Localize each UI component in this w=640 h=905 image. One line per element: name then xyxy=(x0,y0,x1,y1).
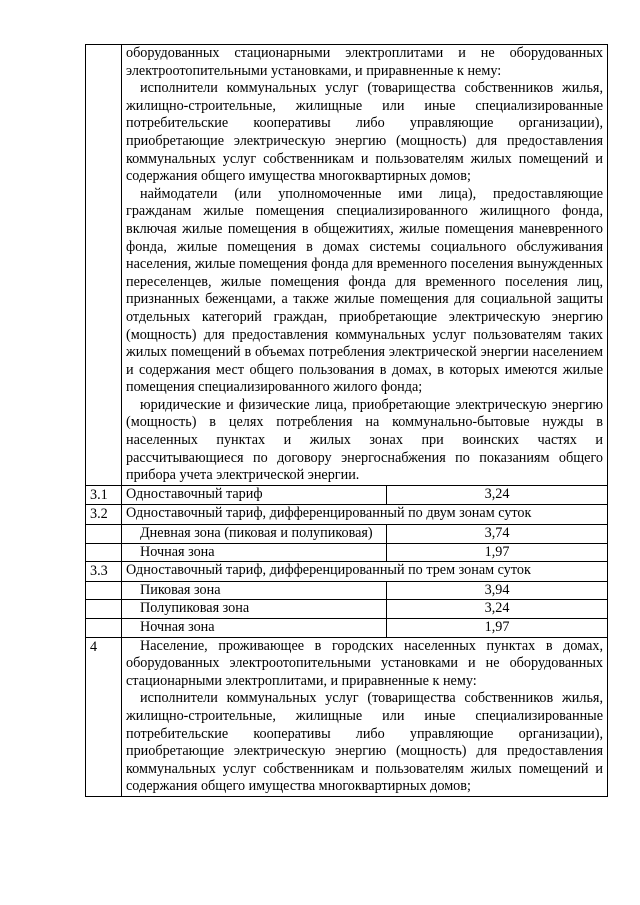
row-number: 3.1 xyxy=(86,485,122,505)
paragraph: оборудованных стационарными электроплитами и не оборудованных электроотопительными установками, и приравненные к нему: xyxy=(126,45,604,79)
zone-value: 1,97 xyxy=(387,543,608,562)
tariff-table-page xyxy=(85,44,607,797)
table-row-zone xyxy=(86,600,608,619)
zone-label: Ночная зона xyxy=(122,543,387,562)
table-row-3-3 xyxy=(86,562,608,582)
zone-value: 3,24 xyxy=(387,600,608,619)
paragraph: исполнители коммунальных услуг (товарищества собственников жилья, жилищно-строительные, жилищные или иные специализированные потребительские кооперативы либо управляющие организации), приобретающие электрическую энергию (мощность) для предоставления коммунальных услуг собственникам и пользователям жилых помещений и содержания общего имущества многоквартирных домов; xyxy=(126,80,604,185)
row-number xyxy=(86,45,122,486)
empty-cell xyxy=(86,581,122,600)
paragraph: исполнители коммунальных услуг (товарищества собственников жилья, жилищно-строительные, жилищные или иные специализированные потребительские кооперативы либо управляющие организации), приобретающие электрическую энергию (мощность) для предоставления коммунальных услуг собственникам и пользователям жилых помещений и содержания общего имущества многоквартирных домов; xyxy=(126,690,604,795)
tariff-label: Одноставочный тариф xyxy=(122,485,387,505)
tariff-table xyxy=(85,44,608,797)
row-description xyxy=(122,637,608,796)
zone-value: 1,97 xyxy=(387,619,608,638)
empty-cell xyxy=(86,543,122,562)
empty-cell xyxy=(86,600,122,619)
table-row-3-1 xyxy=(86,485,608,505)
empty-cell xyxy=(86,525,122,544)
tariff-label: Одноставочный тариф, дифференцированный по двум зонам суток xyxy=(122,505,608,525)
table-row-zone xyxy=(86,525,608,544)
row-number: 4 xyxy=(86,637,122,796)
paragraph: Население, проживающее в городских населенных пунктах в домах, оборудованных электроотопительными установками и не оборудованных стационарными электроплитами, и приравненные к нему: xyxy=(126,637,604,689)
zone-label: Пиковая зона xyxy=(122,581,387,600)
tariff-label: Одноставочный тариф, дифференцированный по трем зонам суток xyxy=(122,562,608,582)
table-row-4 xyxy=(86,637,608,796)
row-description xyxy=(122,45,608,486)
table-row-continuation xyxy=(86,45,608,486)
zone-label: Полупиковая зона xyxy=(122,600,387,619)
table-row-zone xyxy=(86,581,608,600)
tariff-value: 3,24 xyxy=(387,485,608,505)
zone-value: 3,74 xyxy=(387,525,608,544)
row-number: 3.3 xyxy=(86,562,122,582)
zone-value: 3,94 xyxy=(387,581,608,600)
row-number: 3.2 xyxy=(86,505,122,525)
zone-label: Ночная зона xyxy=(122,619,387,638)
paragraph: юридические и физические лица, приобретающие электрическую энергию (мощность) в целях потребления на коммунально-бытовые нужды в населенных пунктах и жилых зонах при воинских частях и рассчитывающиеся по договору энергоснабжения по показаниям общего прибора учета электрической энергии. xyxy=(126,396,604,484)
paragraph: наймодатели (или уполномоченные ими лица), предоставляющие гражданам жилые помещения специализированного жилищного фонда, включая жилые помещения в общежитиях, жилые помещения маневренного фонда, жилые помещения в домах системы социального обслуживания населения, жилые помещения фонда для временного поселения вынужденных переселенцев, жилые помещения фонда для временного поселения лиц, признанных беженцами, а также жилые помещения для социальной защиты отдельных категорий граждан, приобретающие электрическую энергию (мощность) для предоставления коммунальных услуг пользователям таких жилых помещений в объемах потребления электрической энергии населением и содержания мест общего пользования в домах, в которых имеются жилые помещения специализированного жилого фонда; xyxy=(126,185,604,396)
table-row-zone xyxy=(86,619,608,638)
table-row-3-2 xyxy=(86,505,608,525)
zone-label: Дневная зона (пиковая и полупиковая) xyxy=(122,525,387,544)
empty-cell xyxy=(86,619,122,638)
table-row-zone xyxy=(86,543,608,562)
